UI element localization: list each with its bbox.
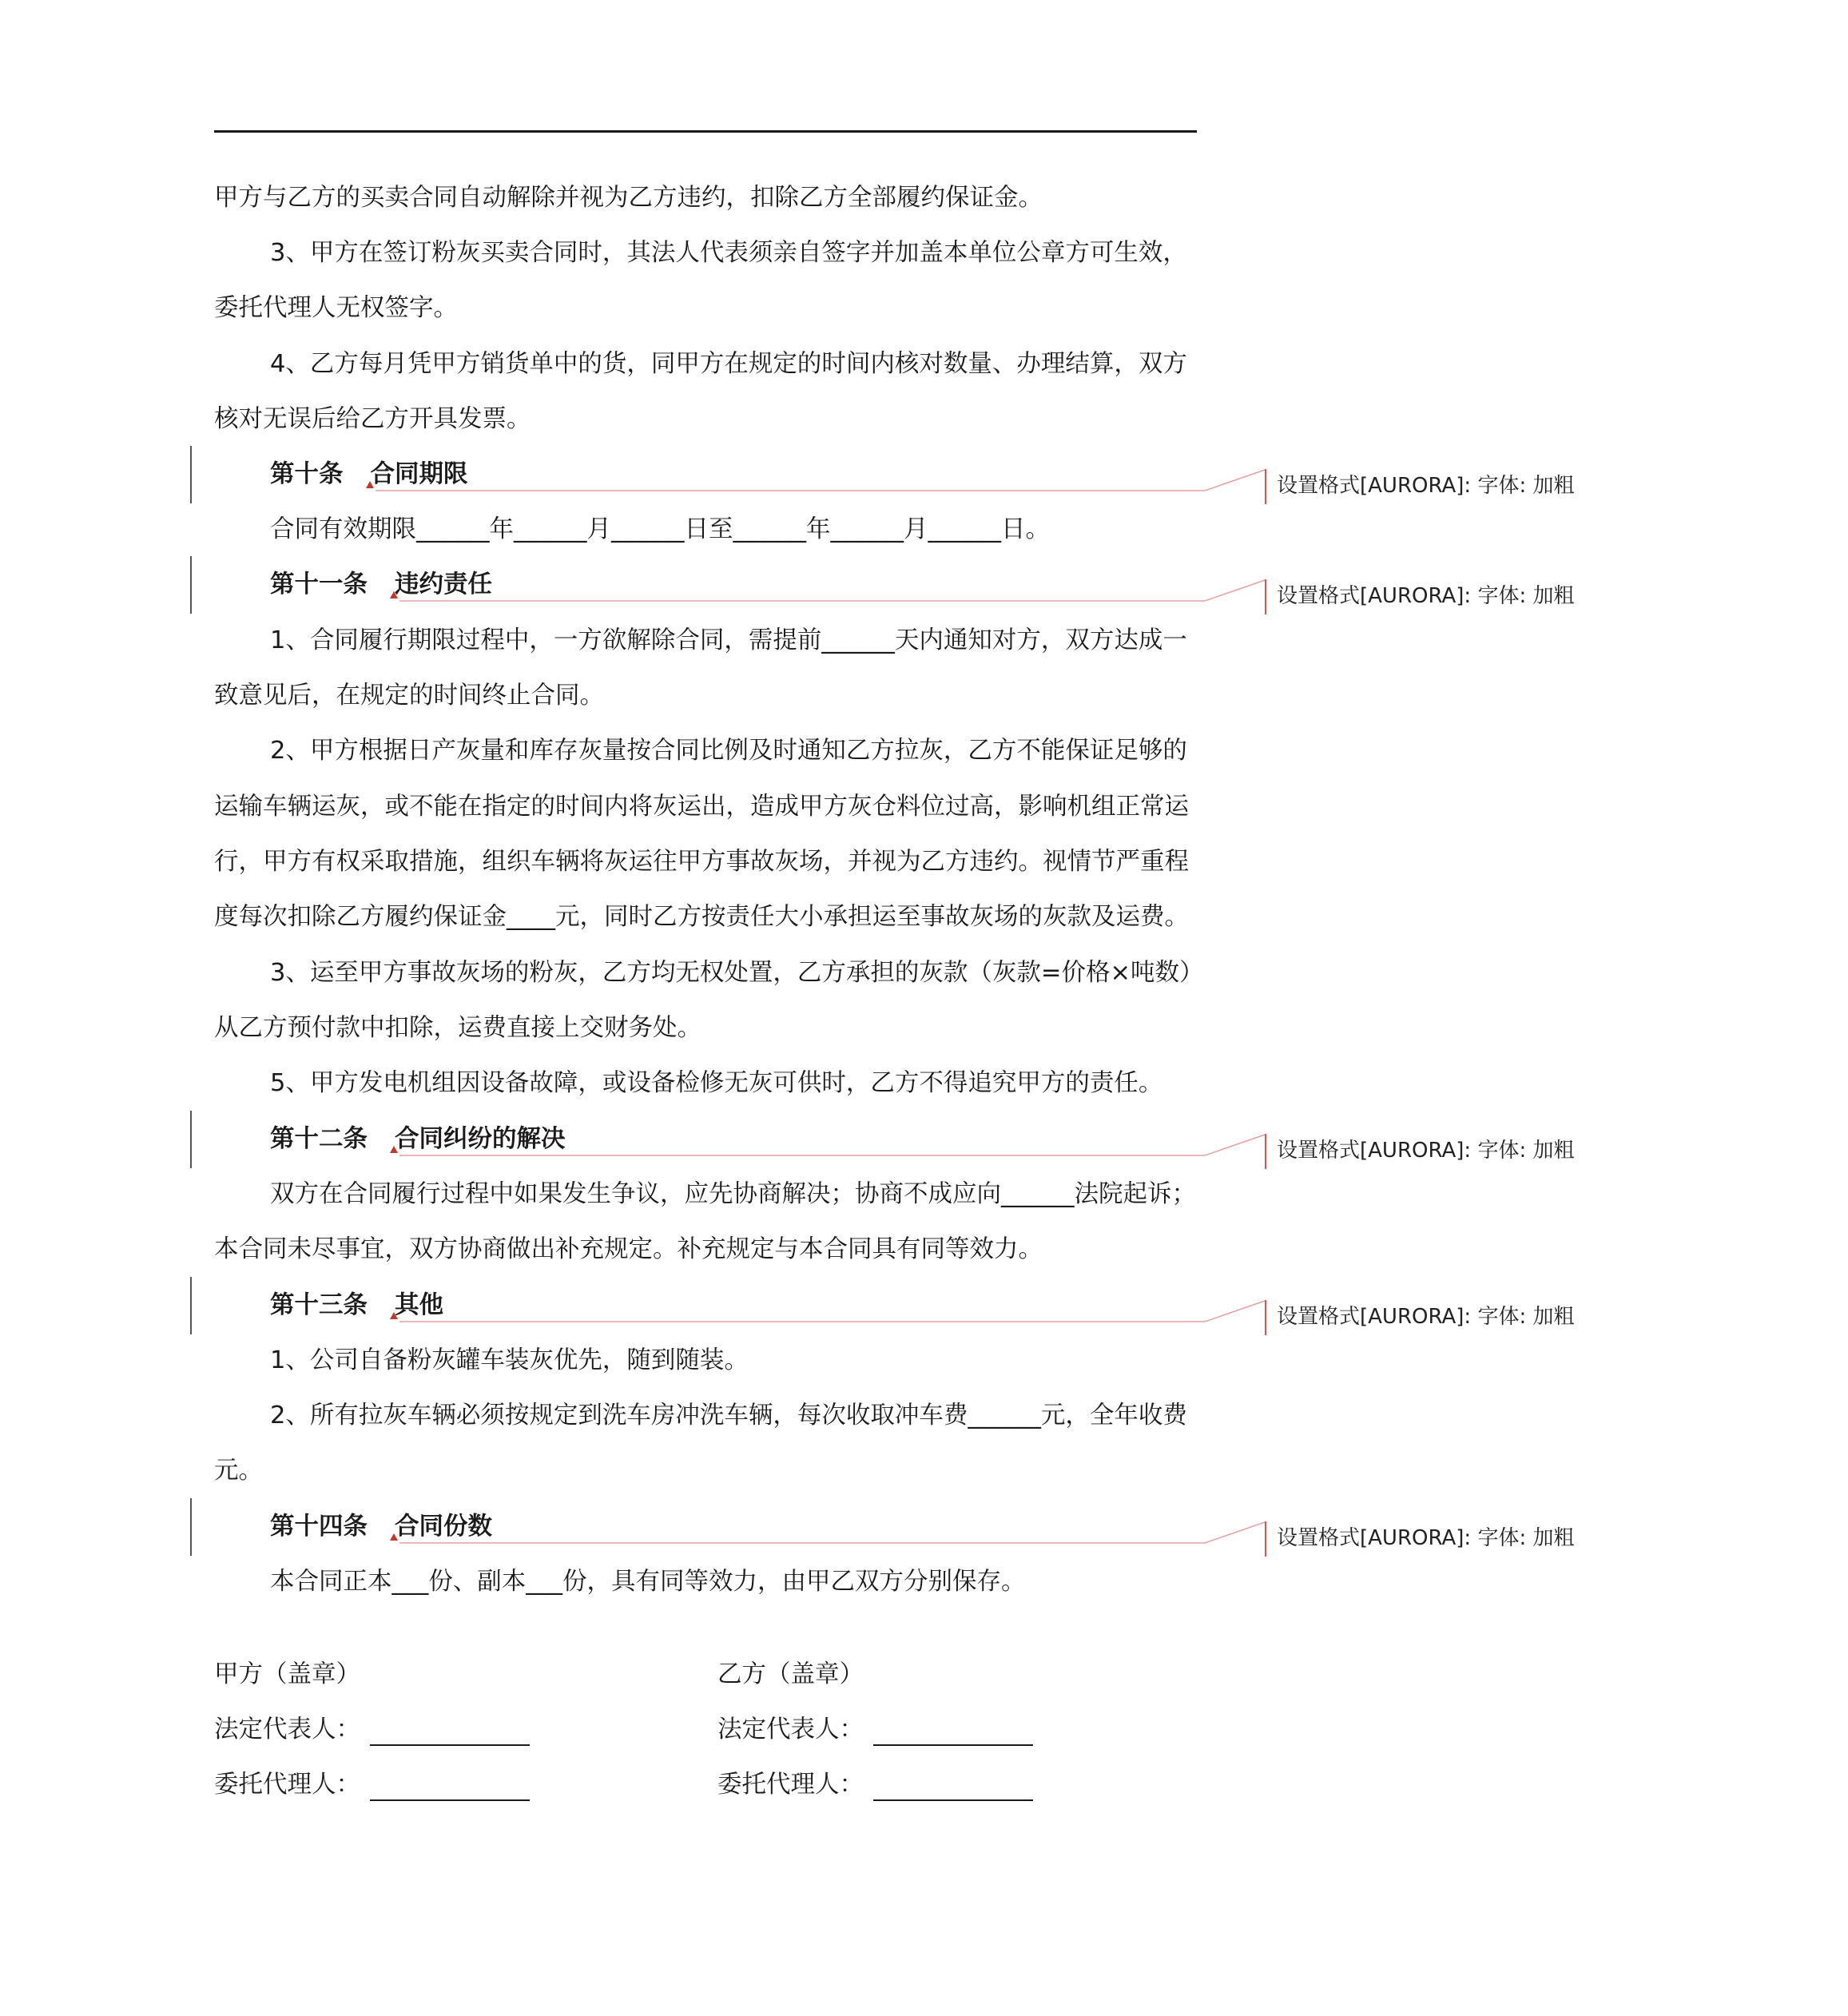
change-bar — [190, 556, 192, 614]
body-line: 致意见后，在规定的时间终止合同。 — [214, 682, 604, 710]
insertion-caret — [390, 1533, 398, 1541]
body-line: 双方在合同履行过程中如果发生争议，应先协商解决；协商不成应向______法院起诉； — [270, 1180, 1196, 1208]
insertion-caret — [390, 1146, 398, 1153]
change-bar — [190, 1498, 192, 1556]
agent-label: 委托代理人： — [214, 1771, 360, 1799]
article-heading — [214, 1123, 1269, 1155]
insertion-caret — [390, 591, 398, 598]
format-comment[interactable]: 设置格式[AURORA]: 字体: 加粗 — [1277, 584, 1575, 608]
article-number: 第十一条 — [270, 571, 368, 598]
article-heading — [214, 1290, 1269, 1322]
insertion-caret — [366, 481, 374, 488]
article-title: 合同纠纷的解决 — [395, 1125, 566, 1153]
body-line: 5、甲方发电机组因设备故障，或设备检修无灰可供时，乙方不得追究甲方的责任。 — [270, 1069, 1163, 1097]
article-number: 第十四条 — [270, 1513, 368, 1541]
format-comment[interactable]: 设置格式[AURORA]: 字体: 加粗 — [1277, 1526, 1575, 1550]
article-heading — [214, 569, 1269, 601]
article-number: 第十三条 — [270, 1291, 368, 1319]
party-a-seal: 甲方（盖章） — [214, 1660, 360, 1688]
body-line: 2、甲方根据日产灰量和库存灰量按合同比例及时通知乙方拉灰，乙方不能保证足够的 — [270, 737, 1187, 765]
body-line: 本合同未尽事宜，双方协商做出补充规定。补充规定与本合同具有同等效力。 — [214, 1235, 1043, 1263]
body-line: 行，甲方有权采取措施，组织车辆将灰运往甲方事故灰场，并视为乙方违约。视情节严重程 — [214, 848, 1189, 876]
comment-bar — [1265, 469, 1266, 504]
party-b-seal: 乙方（盖章） — [717, 1660, 864, 1688]
body-line: 1、公司自备粉灰罐车装灰优先，随到随装。 — [270, 1346, 749, 1374]
change-bar — [190, 1111, 192, 1168]
body-line: 2、所有拉灰车辆必须按规定到洗车房冲洗车辆，每次收取冲车费______元，全年收费 — [270, 1402, 1187, 1429]
body-line: 运输车辆运灰，或不能在指定的时间内将灰运出，造成甲方灰仓料位过高，影响机组正常运 — [214, 793, 1189, 821]
article-title: 违约责任 — [395, 571, 492, 598]
signature-line — [370, 1775, 530, 1801]
body-line: 从乙方预付款中扣除，运费直接上交财务处。 — [214, 1014, 701, 1042]
insertion-caret — [390, 1312, 398, 1319]
signature-line — [873, 1775, 1033, 1801]
body-line: 甲方与乙方的买卖合同自动解除并视为乙方违约，扣除乙方全部履约保证金。 — [214, 184, 1043, 212]
comment-bar — [1265, 1134, 1266, 1169]
format-comment[interactable]: 设置格式[AURORA]: 字体: 加粗 — [1277, 474, 1575, 498]
signature-line — [370, 1720, 530, 1746]
agent-label: 委托代理人： — [717, 1771, 864, 1799]
format-comment[interactable]: 设置格式[AURORA]: 字体: 加粗 — [1277, 1305, 1575, 1329]
body-line: 元。 — [214, 1457, 263, 1485]
party-b-legal-rep — [717, 1714, 1033, 1746]
article-title: 合同份数 — [395, 1513, 492, 1541]
body-line: 委托代理人无权签字。 — [214, 294, 458, 322]
signature-line — [873, 1720, 1033, 1746]
body-line: 1、合同履行期限过程中，一方欲解除合同，需提前______天内通知对方，双方达成一 — [270, 626, 1187, 654]
comment-bar — [1265, 1300, 1266, 1335]
body-line: 核对无误后给乙方开具发票。 — [214, 405, 531, 433]
article-number: 第十条 — [270, 460, 344, 488]
body-line: 3、运至甲方事故灰场的粉灰，乙方均无权处置，乙方承担的灰款（灰款=价格×吨数） — [270, 959, 1204, 987]
article-title: 合同期限 — [370, 460, 468, 488]
comment-bar — [1265, 1521, 1266, 1557]
party-a-legal-rep — [214, 1714, 530, 1746]
body-line: 合同有效期限______年______月______日至______年______月______日。 — [270, 515, 1050, 543]
format-comment[interactable]: 设置格式[AURORA]: 字体: 加粗 — [1277, 1139, 1575, 1163]
party-a-agent — [214, 1769, 530, 1801]
comment-bar — [1265, 579, 1266, 614]
article-title: 其他 — [395, 1291, 443, 1319]
change-bar — [190, 1277, 192, 1334]
body-line: 4、乙方每月凭甲方销货单中的货，同甲方在规定的时间内核对数量、办理结算，双方 — [270, 350, 1187, 378]
body-line: 度每次扣除乙方履约保证金____元，同时乙方按责任大小承担运至事故灰场的灰款及运费。 — [214, 903, 1189, 931]
body-line: 本合同正本___份、副本___份，具有同等效力，由甲乙双方分别保存。 — [270, 1568, 1026, 1596]
legal-rep-label: 法定代表人： — [717, 1716, 864, 1744]
legal-rep-label: 法定代表人： — [214, 1716, 360, 1744]
party-b-agent — [717, 1769, 1033, 1801]
article-heading — [214, 1511, 1269, 1543]
change-bar — [190, 446, 192, 503]
body-line: 3、甲方在签订粉灰买卖合同时，其法人代表须亲自签字并加盖本单位公章方可生效， — [270, 239, 1187, 267]
article-number: 第十二条 — [270, 1125, 368, 1153]
